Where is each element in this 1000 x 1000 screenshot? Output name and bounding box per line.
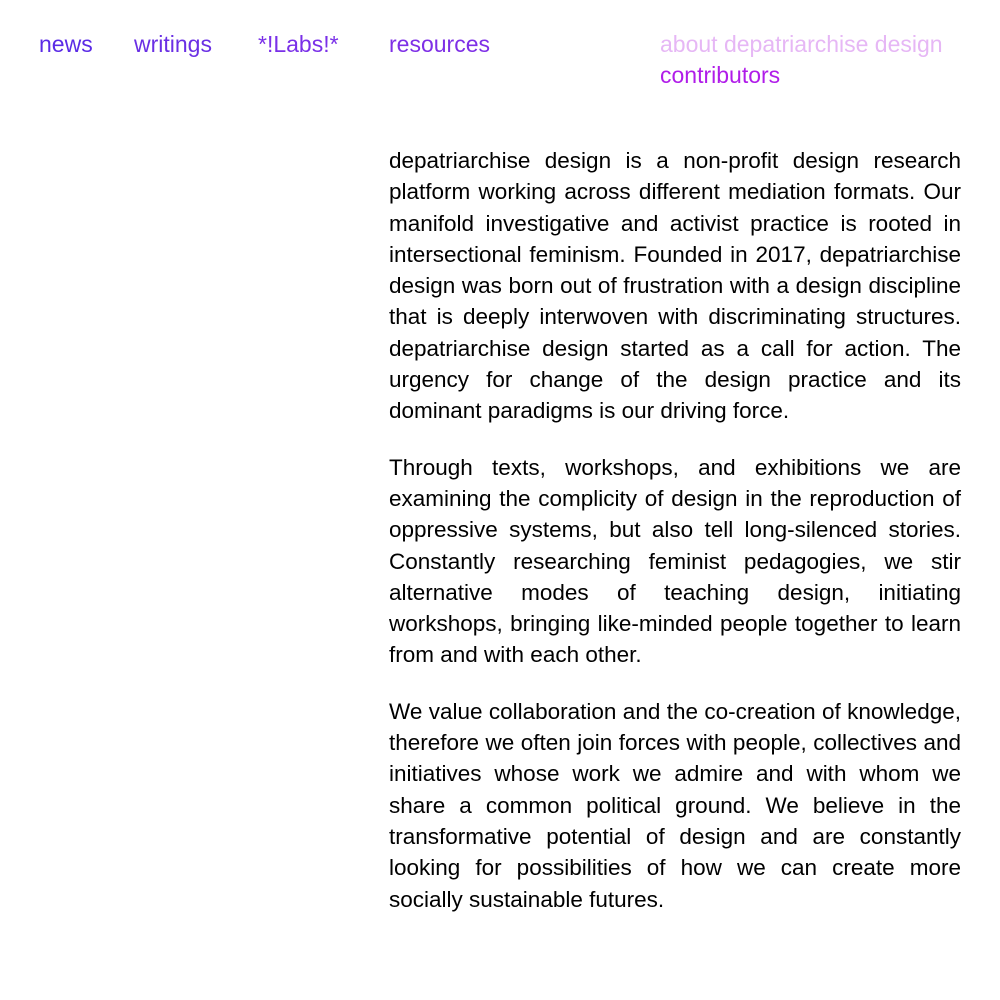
about-content — [389, 145, 961, 940]
nav-link-labs[interactable]: *!Labs!* — [258, 31, 339, 57]
nav-link-resources[interactable]: resources — [389, 31, 490, 57]
nav-link-writings[interactable]: writings — [134, 31, 212, 57]
nav-link-about[interactable]: about depatriarchise design — [660, 31, 943, 57]
nav-link-contributors[interactable]: contributors — [660, 62, 781, 88]
about-paragraph-1: depatriarchise design is a non-profit design research platform working across different mediation formats. Our manifold investigative and activist practice is rooted in intersectional feminism. Founded in 2017, depatriarchise design was born out of frustration with a design discipline that is deeply interwoven with discriminating structures. depatriarchise design started as a call for action. The urgency for change of the design practice and its dominant paradigms is our driving force. — [389, 148, 961, 424]
main-nav — [0, 30, 1000, 100]
about-paragraph-3: We value collaboration and the co-creation of knowledge, therefore we often join forces with people, collectives and initiatives whose work we admire and with whom we share a common political ground. We believe in the transformative potential of design and are constantly looking for possibilities of how we can create more socially sustainable futures. — [389, 698, 961, 912]
about-paragraph-2: Through texts, workshops, and exhibitions we are examining the complicity of design in the reproduction of oppressive systems, but also tell long-silenced stories. Constantly researching feminist pedagogies, we stir alternative modes of teaching design, initiating workshops, bringing like-minded people together to learn from and with each other. — [389, 454, 961, 668]
nav-link-news[interactable]: news — [39, 31, 93, 57]
